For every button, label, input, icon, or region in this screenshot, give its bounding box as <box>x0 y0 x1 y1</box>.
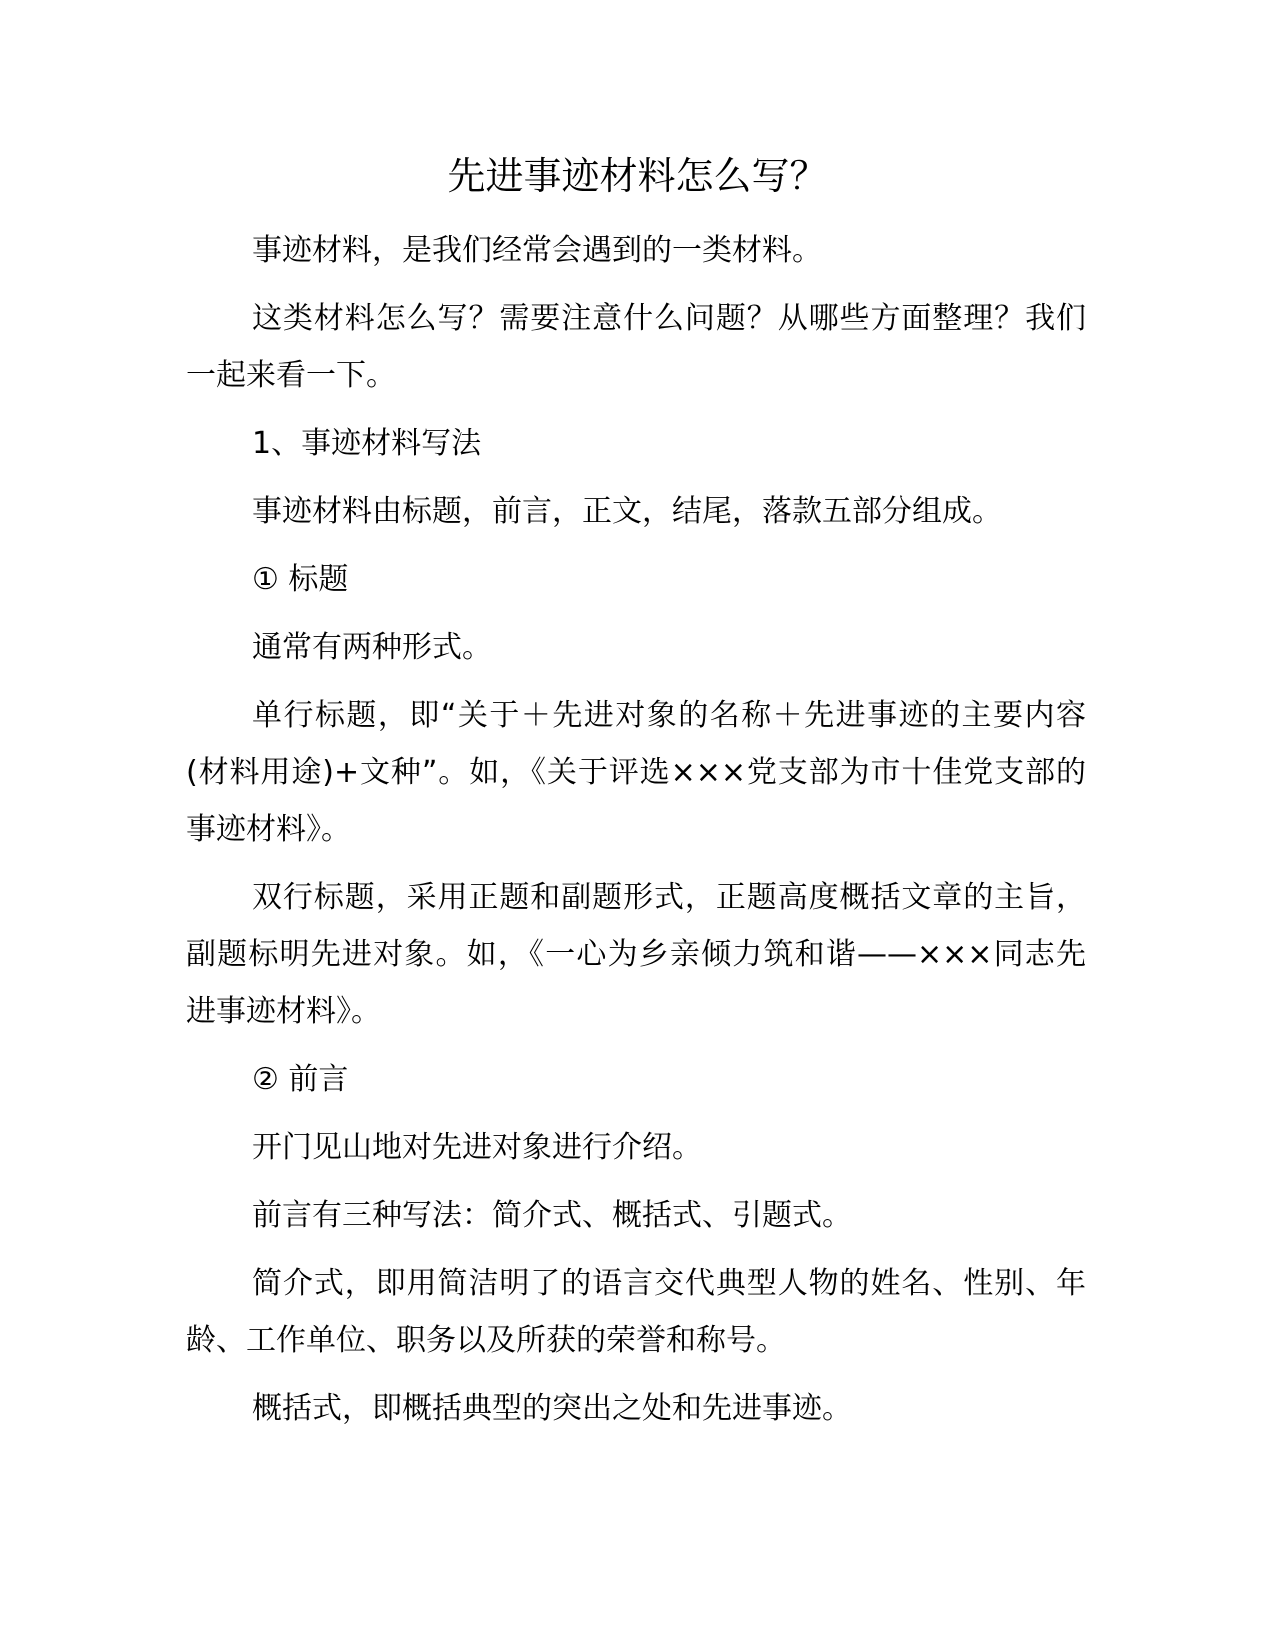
paragraph-intro: 事迹材料，是我们经常会遇到的一类材料。 <box>252 233 822 268</box>
paragraph-preface-methods: 前言有三种写法：简介式、概括式、引题式。 <box>252 1198 852 1233</box>
paragraph-single-line-title: 单行标题，即“关于＋先进对象的名称＋先进事迹的主要内容(材料用途)+文种”。如，《关于评选×××党支部为市十佳党支部的事迹材料》。 <box>186 698 1086 847</box>
document-body <box>186 222 1086 1448</box>
subheading-title: ① 标题 <box>252 562 349 597</box>
paragraph-brief-style: 简介式，即用简洁明了的语言交代典型人物的姓名、性别、年龄、工作单位、职务以及所获的荣誉和称号。 <box>186 1266 1086 1358</box>
paragraph-questions: 这类材料怎么写？需要注意什么问题？从哪些方面整理？我们一起来看一下。 <box>186 301 1086 393</box>
paragraph-two-forms: 通常有两种形式。 <box>252 630 492 665</box>
paragraph-summary-style: 概括式，即概括典型的突出之处和先进事迹。 <box>252 1391 852 1426</box>
subheading-preface: ② 前言 <box>252 1062 349 1097</box>
paragraph-double-line-title: 双行标题，采用正题和副题形式，正题高度概括文章的主旨，副题标明先进对象。如，《一心为乡亲倾力筑和谐——×××同志先进事迹材料》。 <box>186 880 1086 1029</box>
section-heading-writing-method: 1、事迹材料写法 <box>252 426 482 461</box>
paragraph-preface-intro: 开门见山地对先进对象进行介绍。 <box>252 1130 702 1165</box>
paragraph-five-parts: 事迹材料由标题，前言，正文，结尾，落款五部分组成。 <box>252 494 1002 529</box>
page-title: 先进事迹材料怎么写？ <box>447 154 828 198</box>
